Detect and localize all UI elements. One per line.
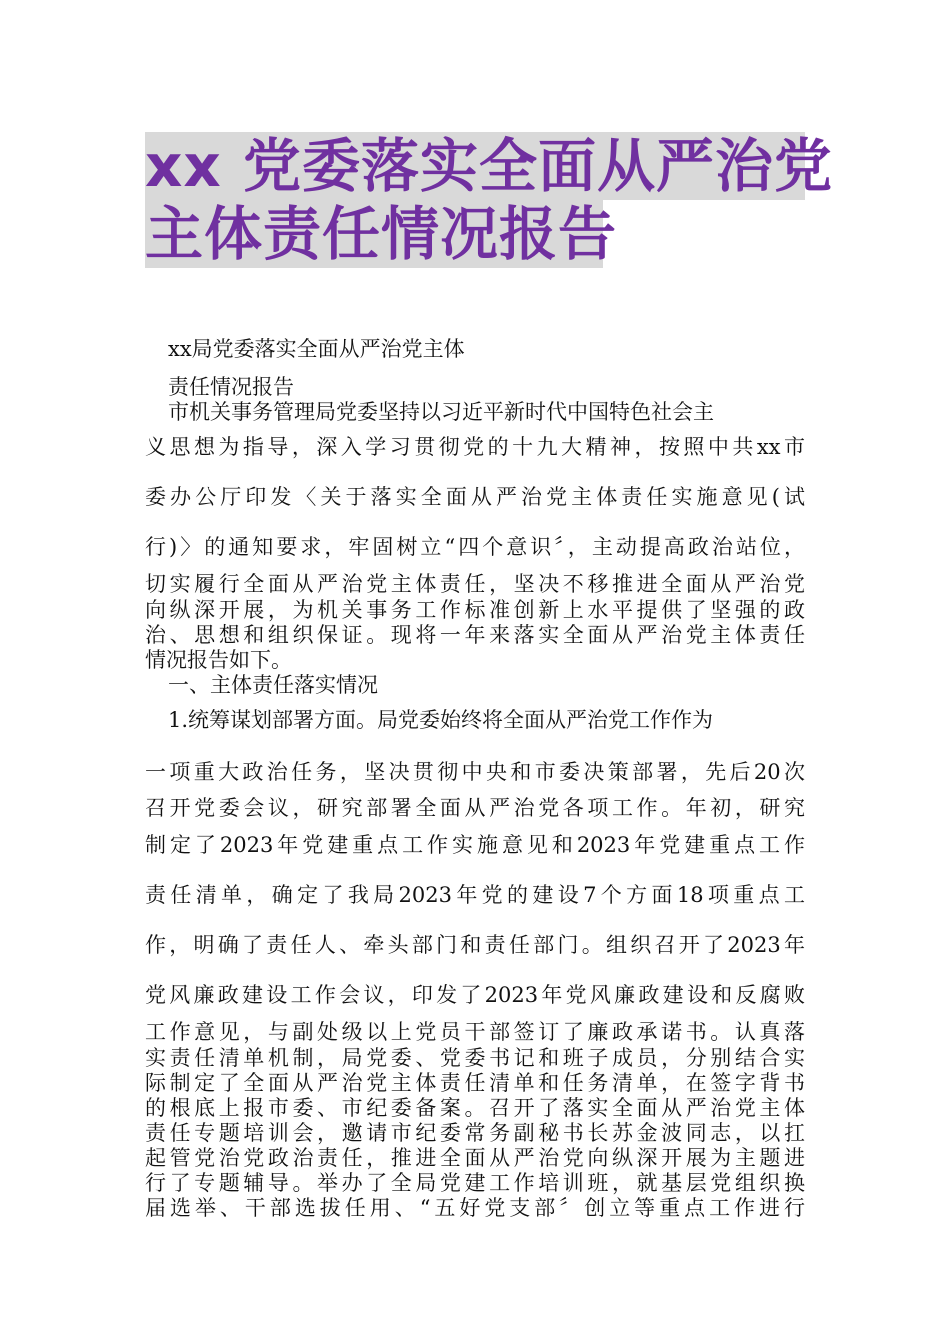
body-line: 治、思想和组织保证。现将一年来落实全面从严治党主体责任 bbox=[145, 623, 805, 647]
body-line: 1.统筹谋划部署方面。局党委始终将全面从严治党工作作为 bbox=[168, 708, 714, 732]
body-line: 行了专题辅导。举办了全局党建工作培训班，就基层党组织换 bbox=[145, 1171, 805, 1195]
body-line: 工作意见，与副处级以上党员干部签订了廉政承诺书。认真落 bbox=[145, 1020, 805, 1044]
body-line: 制定了2023年党建重点工作实施意见和2023年党建重点工作 bbox=[145, 833, 805, 857]
body-line: 一项重大政治任务，坚决贯彻中央和市委决策部署，先后20次 bbox=[145, 760, 805, 784]
body-line: 党风廉政建设工作会议，印发了2023年党风廉政建设和反腐败 bbox=[145, 983, 805, 1007]
body-line: 作，明确了责任人、牵头部门和责任部门。组织召开了2023年 bbox=[145, 933, 805, 957]
body-line: 实责任清单机制，局党委、党委书记和班子成员，分别结合实 bbox=[145, 1046, 805, 1070]
body-line: 情况报告如下。 bbox=[145, 648, 292, 672]
body-line: 际制定了全面从严治党主体责任清单和任务清单，在签字背书 bbox=[145, 1071, 805, 1095]
body-line: 召开党委会议，研究部署全面从严治党各项工作。年初，研究 bbox=[145, 796, 805, 820]
body-line: xx局党委落实全面从严治党主体 bbox=[168, 337, 465, 361]
body-line: 切实履行全面从严治党主体责任，坚决不移推进全面从严治党 bbox=[145, 572, 805, 596]
body-line: 委办公厅印发〈关于落实全面从严治党主体责任实施意见(试 bbox=[145, 485, 805, 509]
document-title-line-1: xx 党委落实全面从严治党 bbox=[145, 132, 834, 200]
section-heading: 一、主体责任落实情况 bbox=[168, 673, 378, 697]
body-line: 市机关事务管理局党委坚持以习近平新时代中国特色社会主 bbox=[168, 400, 714, 424]
body-line: 起管党治党政治责任，推进全面从严治党向纵深开展为主题进 bbox=[145, 1146, 805, 1170]
body-line: 向纵深开展，为机关事务工作标准创新上水平提供了坚强的政 bbox=[145, 598, 805, 622]
body-line: 责任情况报告 bbox=[168, 375, 294, 399]
body-line: 届选举、干部选拔任用、“五好党支部〞创立等重点工作进行 bbox=[145, 1196, 805, 1220]
body-line: 的根底上报市委、市纪委备案。召开了落实全面从严治党主体 bbox=[145, 1096, 805, 1120]
body-line: 责任专题培训会，邀请市纪委常务副秘书长苏金波同志，以扛 bbox=[145, 1121, 805, 1145]
document-title-line-2: 主体责任情况报告 bbox=[145, 200, 618, 268]
body-line: 行)〉的通知要求，牢固树立“四个意识〞，主动提高政治站位， bbox=[145, 535, 805, 559]
body-line: 义思想为指导，深入学习贯彻党的十九大精神，按照中共xx市 bbox=[145, 435, 805, 459]
body-line: 责任清单，确定了我局2023年党的建设7个方面18项重点工 bbox=[145, 883, 805, 907]
